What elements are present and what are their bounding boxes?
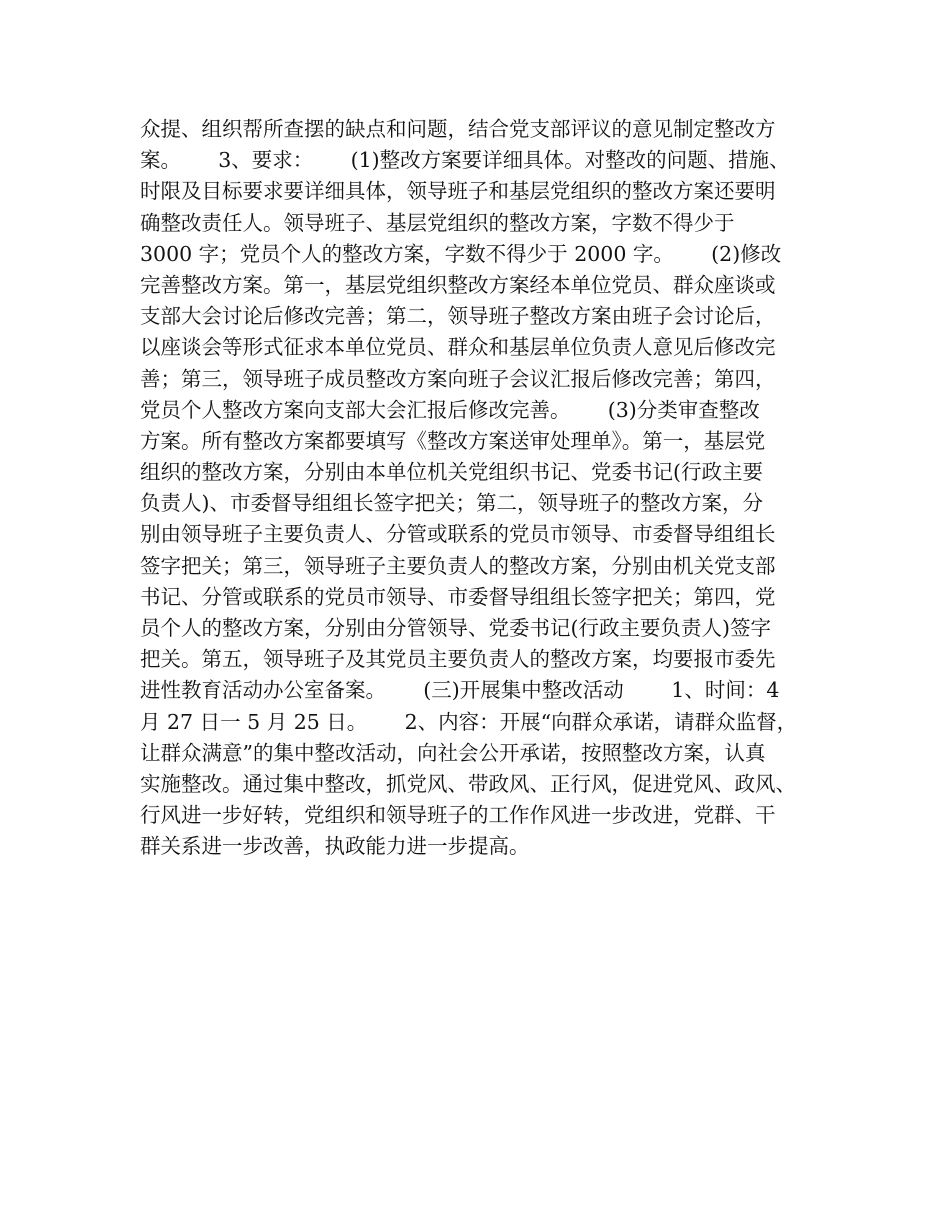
text-line: 员个人的整改方案，分别由分管领导、党委书记(行政主要负责人)签字 (140, 616, 771, 640)
text-line: 以座谈会等形式征求本单位党员、群众和基层单位负责人意见后修改完 (140, 335, 776, 360)
text-line: 让群众满意”的集中整改活动，向社会公开承诺，按照整改方案，认真 (140, 740, 766, 765)
text-line: 党员个人整改方案向支部大会汇报后修改完善。 (3)分类审查整改 (140, 397, 760, 422)
text-line: 众提、组织帮所查摆的缺点和问题，结合党支部评议的意见制定整改方 (140, 117, 776, 141)
text-line: 时限及目标要求要详细具体，领导班子和基层党组织的整改方案还要明 (140, 179, 776, 204)
text-line: 书记、分管或联系的党员市领导、市委督导组组长签字把关；第四，党 (140, 584, 776, 609)
body-text (140, 114, 830, 863)
text-line: 把关。第五，领导班子及其党员主要负责人的整改方案，均要报市委先 (140, 647, 776, 672)
text-line: 别由领导班子主要负责人、分管或联系的党员市领导、市委督导组组长 (140, 522, 776, 547)
text-line: 组织的整改方案，分别由本单位机关党组织书记、党委书记(行政主要 (140, 460, 763, 485)
text-line: 案。 3、要求： (1)整改方案要详细具体。对整改的问题、措施、 (140, 148, 790, 173)
text-line: 支部大会讨论后修改完善；第二，领导班子整改方案由班子会讨论后， (140, 304, 776, 329)
text-line: 方案。所有整改方案都要填写《整改方案送审处理单》。第一，基层党 (140, 428, 766, 453)
text-line: 3000 字；党员个人的整改方案，字数不得少于 2000 字。 (2)修改 (140, 241, 782, 266)
text-line: 确整改责任人。领导班子、基层党组织的整改方案，字数不得少于 (140, 210, 735, 235)
text-line: 完善整改方案。第一，基层党组织整改方案经本单位党员、群众座谈或 (140, 272, 776, 297)
text-line: 负责人)、市委督导组组长签字把关；第二，领导班子的整改方案，分 (140, 491, 763, 516)
text-line: 行风进一步好转，党组织和领导班子的工作作风进一步改进，党群、干 (140, 803, 776, 828)
text-line: 月 27 日一 5 月 25 日。 2、内容：开展“向群众承诺，请群众监督， (140, 709, 798, 734)
text-line: 签字把关；第三，领导班子主要负责人的整改方案，分别由机关党支部 (140, 553, 776, 578)
text-line: 实施整改。通过集中整改，抓党风、带政风、正行风，促进党风、政风、 (140, 771, 796, 796)
text-line: 进性教育活动办公室备案。 (三)开展集中整改活动 1、时间：4 (140, 678, 780, 703)
text-line: 群关系进一步改善，执政能力进一步提高。 (140, 834, 530, 859)
text-line: 善；第三，领导班子成员整改方案向班子会议汇报后修改完善；第四， (140, 366, 776, 391)
